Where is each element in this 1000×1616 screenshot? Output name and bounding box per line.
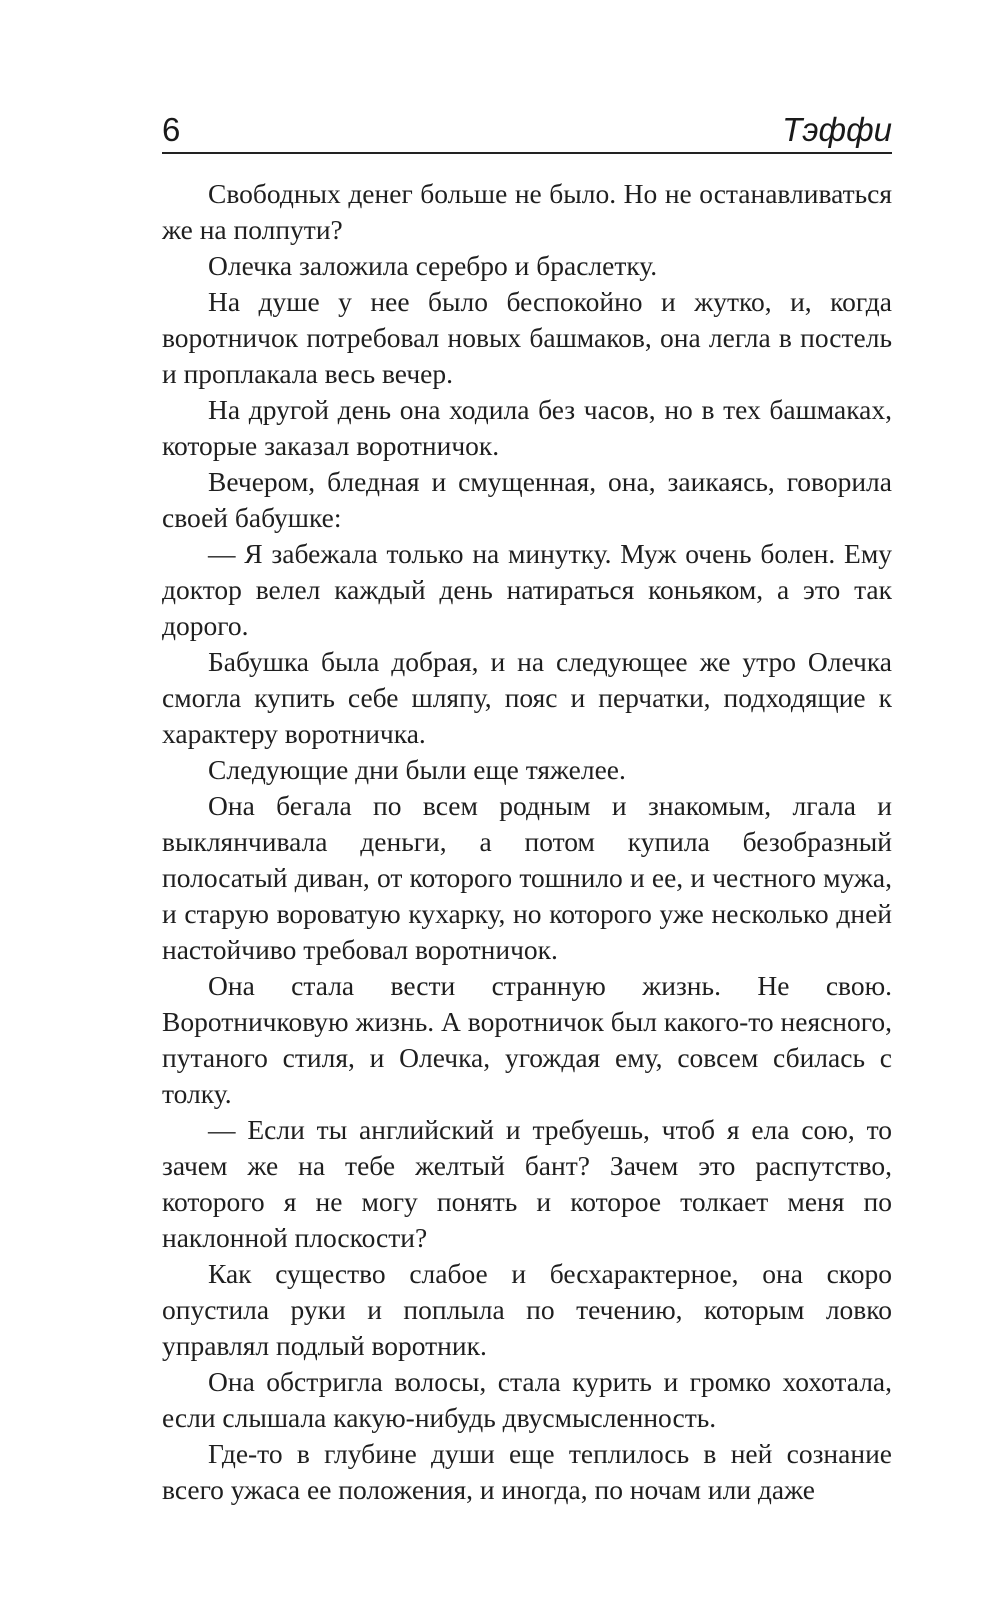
paragraph: — Если ты английский и требуешь, чтоб я ела сою, то зачем же на тебе желтый бант? Зачем это распутство, которого я не могу понять и которое толкает меня по наклонной плоскости? (162, 1114, 892, 1253)
paragraph: — Я забежала только на минутку. Муж очень болен. Ему доктор велел каждый день натираться коньяком, а это так дорого. (162, 538, 892, 641)
paragraph: Свободных денег больше не было. Но не останавливаться же на полпути? (162, 178, 892, 245)
paragraph: На душе у нее было беспокойно и жутко, и, когда воротничок потребовал новых башмаков, она легла в постель и проплакала весь вечер. (162, 286, 892, 389)
paragraph: Следующие дни были еще тяжелее. (208, 754, 626, 785)
paragraph: Она обстригла волосы, стала курить и громко хохотала, если слышала какую-нибудь двусмысленность. (162, 1366, 892, 1433)
body-text (162, 176, 892, 1508)
running-title: Тэффи (782, 111, 892, 148)
paragraph: На другой день она ходила без часов, но в тех башмаках, которые заказал воротничок. (162, 394, 892, 461)
paragraph: Вечером, бледная и смущенная, она, заикаясь, говорила своей бабушке: (162, 466, 892, 533)
paragraph: Где-то в глубине души еще теплилось в ней сознание всего ужаса ее положения, и иногда, по ночам или даже (162, 1438, 892, 1505)
paragraph: Как существо слабое и бесхарактерное, она скоро опустила руки и поплыла по течению, которым ловко управлял подлый воротник. (162, 1258, 892, 1361)
paragraph: Она стала вести странную жизнь. Не свою. Воротничковую жизнь. А воротничок был какого-то неясного, путаного стиля, и Олечка, угождая ему, совсем сбилась с толку. (162, 970, 892, 1109)
paragraph: Она бегала по всем родным и знакомым, лгала и выклянчивала деньги, а потом купила безобразный полосатый диван, от которого тошнило и ее, и честного мужа, и старую вороватую кухарку, но которого уже несколько дней настойчиво требовал воротничок. (162, 790, 892, 965)
page-header (162, 106, 892, 154)
paragraph: Олечка заложила серебро и браслетку. (208, 250, 658, 281)
paragraph: Бабушка была добрая, и на следующее же утро Олечка смогла купить себе шляпу, пояс и перчатки, подходящие к характеру воротничка. (162, 646, 892, 749)
page-number: 6 (162, 111, 181, 148)
